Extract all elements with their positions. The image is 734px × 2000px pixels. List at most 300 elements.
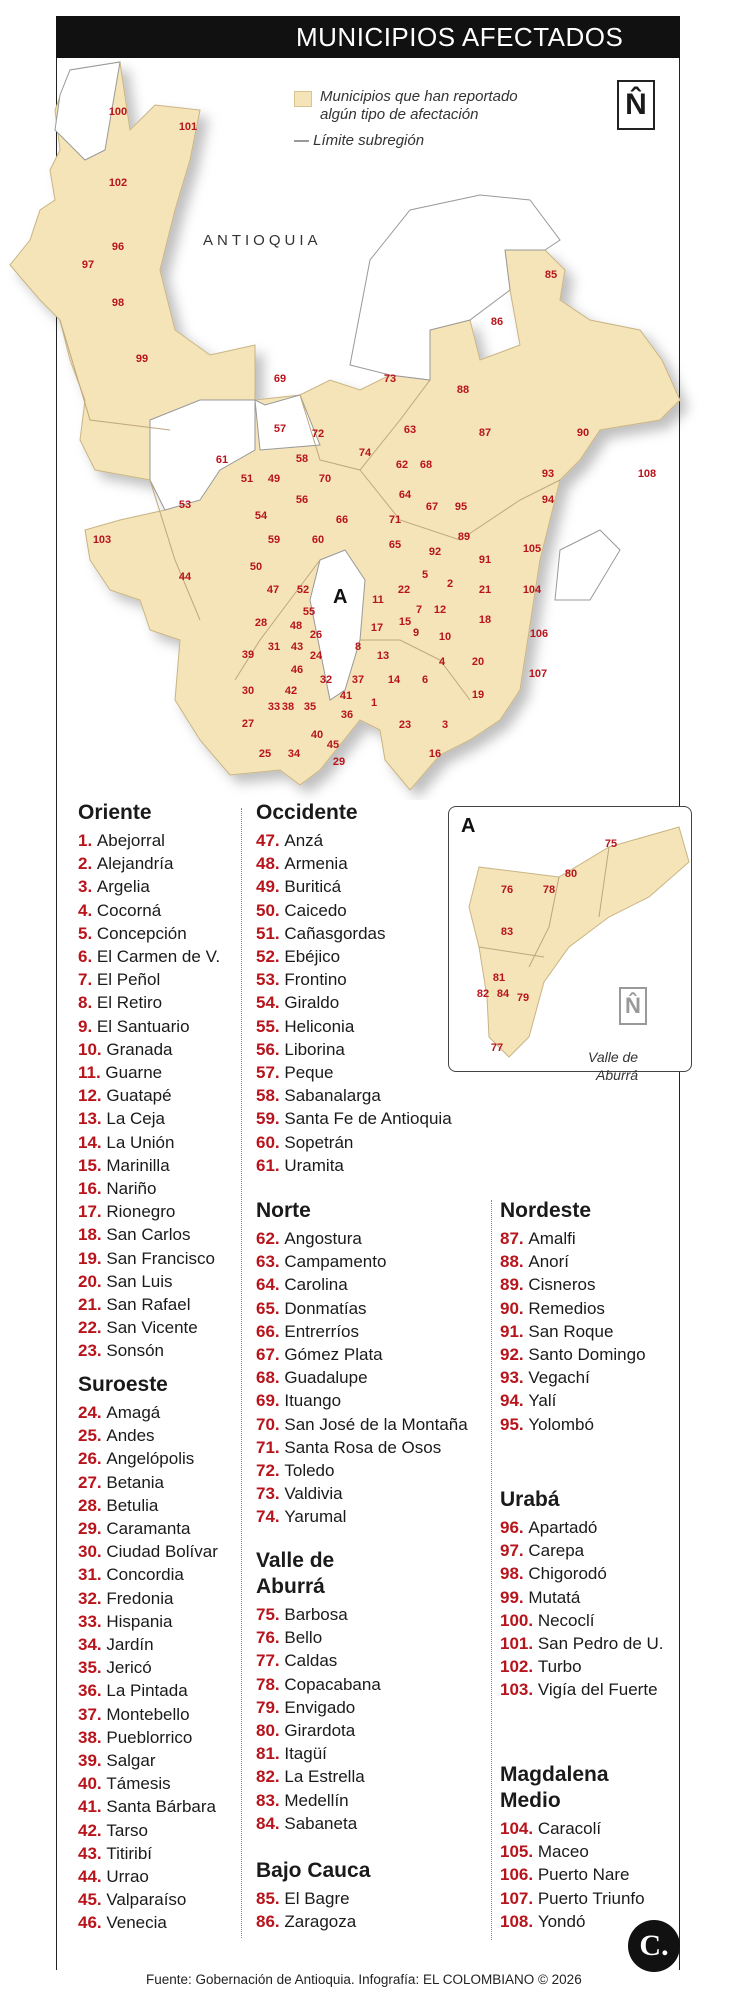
municipality-map-label: 63 (403, 424, 417, 436)
municipality-number: 104. (500, 1819, 538, 1838)
municipality-number: 25. (78, 1426, 107, 1446)
municipality-map-label: 81 (492, 972, 506, 984)
municipality-map-label: 102 (108, 177, 128, 189)
municipality-name: Buriticá (284, 877, 342, 897)
municipality-number: 98. (500, 1564, 529, 1584)
group-occidente (256, 800, 452, 1177)
municipality-number: 73. (256, 1484, 285, 1504)
municipality-name: Maceo (537, 1842, 589, 1862)
source-footer: Fuente: Gobernación de Antioquia. Infografía: EL COLOMBIANO © 2026 (146, 1972, 582, 1987)
municipality-name: San Pedro de U. (537, 1634, 664, 1654)
municipality-number: 24. (78, 1403, 107, 1422)
page-title: MUNICIPIOS AFECTADOS (56, 16, 680, 58)
el-colombiano-logo: C. (628, 1920, 680, 1972)
municipality-name: Sabanalarga (284, 1086, 381, 1106)
municipality-item (256, 1061, 452, 1084)
municipality-item (78, 1177, 220, 1200)
municipality-item (256, 1673, 381, 1696)
municipality-name: Caldas (284, 1651, 338, 1671)
municipality-item (78, 1610, 218, 1633)
municipality-name: Caramanta (106, 1519, 191, 1539)
municipality-item (78, 1061, 220, 1084)
municipality-item (78, 1656, 218, 1679)
municipality-number: 47. (256, 831, 285, 850)
municipality-item (500, 1366, 646, 1389)
municipality-map-label: 42 (284, 685, 298, 697)
municipality-item (78, 1888, 218, 1911)
municipality-map-label: 57 (273, 423, 287, 435)
municipality-number: 94. (500, 1391, 529, 1411)
municipality-name: El Bagre (284, 1889, 350, 1908)
municipality-number: 50. (256, 900, 285, 920)
municipality-map-label: 88 (456, 384, 470, 396)
municipality-item (78, 991, 220, 1014)
municipality-number: 78. (256, 1674, 285, 1694)
municipality-name: Caracolí (537, 1819, 602, 1838)
municipality-map-label: 100 (108, 106, 128, 118)
municipality-number: 72. (256, 1461, 285, 1481)
municipality-item (256, 1320, 468, 1343)
municipality-item (78, 829, 220, 852)
municipality-map-label: 29 (332, 756, 346, 768)
municipality-number: 83. (256, 1790, 285, 1810)
municipality-item (78, 1131, 220, 1154)
municipality-name: El Retiro (96, 993, 163, 1013)
municipality-item (256, 1389, 468, 1412)
municipality-item (78, 1107, 220, 1130)
municipality-name: Pueblorrico (106, 1727, 193, 1747)
municipality-map-label: 94 (541, 494, 555, 506)
municipality-name: Salgar (106, 1751, 156, 1771)
municipality-number: 11. (78, 1063, 106, 1083)
municipality-map-label: 10 (438, 631, 452, 643)
municipality-item (256, 1297, 468, 1320)
municipality-name: Jardín (106, 1635, 154, 1655)
municipality-number: 85. (256, 1889, 285, 1908)
municipality-map-label: 78 (542, 884, 556, 896)
municipality-map-label: 59 (267, 534, 281, 546)
municipality-name: Amalfi (528, 1229, 576, 1248)
municipality-name: Mutatá (528, 1587, 581, 1607)
municipality-number: 29. (78, 1519, 107, 1539)
municipality-number: 81. (256, 1744, 285, 1764)
municipality-map-label: 52 (296, 584, 310, 596)
group-nordeste (500, 1198, 646, 1436)
group-valle (256, 1548, 381, 1835)
municipality-name: Amagá (106, 1403, 161, 1422)
municipality-number: 60. (256, 1132, 285, 1152)
municipality-map-label: 20 (471, 656, 485, 668)
municipality-item (256, 1789, 381, 1812)
municipality-name: Armenia (284, 854, 348, 874)
municipality-map-label: 4 (438, 656, 446, 668)
municipality-name: Guarne (105, 1063, 163, 1083)
municipality-map-label: 80 (564, 868, 578, 880)
municipality-number: 1. (78, 831, 97, 850)
municipality-number: 39. (78, 1751, 107, 1771)
municipality-name: Jericó (106, 1658, 152, 1678)
municipality-name: El Carmen de V. (96, 947, 221, 967)
municipality-map-label: 22 (397, 584, 411, 596)
group-title: Urabá (500, 1488, 560, 1511)
municipality-name: Peque (284, 1063, 334, 1083)
municipality-map-label: 38 (281, 701, 295, 713)
municipality-number: 8. (78, 993, 97, 1013)
municipality-map-label: 77 (490, 1042, 504, 1054)
municipality-name: Puerto Triunfo (537, 1888, 645, 1908)
municipality-number: 42. (78, 1820, 107, 1840)
municipality-map-label: 82 (476, 988, 490, 1000)
municipality-item (256, 1250, 468, 1273)
municipality-name: La Pintada (106, 1681, 188, 1701)
municipality-name: Chigorodó (528, 1564, 607, 1584)
municipality-number: 34. (78, 1635, 107, 1655)
municipality-name: San Francisco (106, 1248, 216, 1268)
municipality-map-label: 23 (398, 719, 412, 731)
municipality-number: 3. (78, 877, 97, 897)
municipality-map-label: 28 (254, 617, 268, 629)
inset-caption: Valle de Aburrá (588, 1049, 639, 1083)
municipality-item (78, 852, 220, 875)
municipality-item (256, 1227, 468, 1250)
municipality-map-label: 35 (303, 701, 317, 713)
municipality-item (500, 1887, 645, 1910)
municipality-map-label: 9 (412, 627, 420, 639)
municipality-name: Girardota (284, 1721, 356, 1741)
north-arrow-icon: N̂ (617, 80, 655, 130)
municipality-number: 12. (78, 1086, 107, 1106)
municipality-item (500, 1297, 646, 1320)
municipality-name: Santa Fe de Antioquia (284, 1109, 452, 1129)
municipality-map-label: 73 (383, 373, 397, 385)
municipality-number: 103. (500, 1680, 538, 1700)
municipality-map-label: 51 (240, 473, 254, 485)
municipality-name: Giraldo (284, 993, 340, 1013)
municipality-name: San Roque (528, 1321, 614, 1341)
municipality-name: Caicedo (284, 900, 347, 920)
municipality-name: Yondó (537, 1911, 586, 1931)
municipality-item (500, 1632, 664, 1655)
municipality-item (500, 1273, 646, 1296)
municipality-item (78, 1795, 218, 1818)
municipality-name: Necoclí (537, 1610, 595, 1630)
municipality-number: 40. (78, 1774, 107, 1794)
municipality-number: 84. (256, 1813, 285, 1833)
municipality-map-label: 54 (254, 510, 268, 522)
municipality-map-label: 104 (522, 584, 542, 596)
municipality-number: 106. (500, 1865, 538, 1885)
municipality-map-label: 45 (326, 739, 340, 751)
municipality-map-label: 17 (370, 622, 384, 634)
municipality-number: 101. (500, 1634, 538, 1654)
municipality-item (78, 922, 220, 945)
municipality-map-label: 64 (398, 489, 412, 501)
municipality-item (256, 1084, 452, 1107)
municipality-number: 82. (256, 1767, 285, 1787)
municipality-item (256, 945, 452, 968)
municipality-number: 56. (256, 1039, 285, 1059)
municipality-name: Yolombó (528, 1414, 594, 1434)
municipality-map-label: 36 (340, 709, 354, 721)
municipality-item (256, 922, 452, 945)
municipality-map-label: 7 (415, 604, 423, 616)
municipality-map-label: 16 (428, 748, 442, 760)
municipality-map-label: 86 (490, 316, 504, 328)
municipality-number: 59. (256, 1109, 285, 1129)
municipality-number: 38. (78, 1727, 107, 1747)
municipality-number: 52. (256, 947, 285, 967)
municipality-map-label: 41 (339, 690, 353, 702)
municipality-number: 5. (78, 923, 97, 943)
municipality-name: Heliconia (284, 1016, 355, 1036)
municipality-number: 4. (78, 900, 97, 920)
municipality-item (256, 1273, 468, 1296)
municipality-map-label: 75 (604, 838, 618, 850)
municipality-map-label: 1 (370, 697, 378, 709)
municipality-name: Santa Bárbara (106, 1797, 216, 1817)
map-legend (294, 88, 550, 150)
municipality-name: Puerto Nare (537, 1865, 630, 1885)
municipality-number: 37. (78, 1704, 107, 1724)
municipality-number: 91. (500, 1321, 529, 1341)
municipality-map-label: 33 (267, 701, 281, 713)
municipality-number: 33. (78, 1611, 107, 1631)
municipality-name: Sonsón (106, 1341, 165, 1361)
column-divider-2 (491, 1200, 492, 1940)
municipality-map-label: 24 (309, 650, 323, 662)
municipality-number: 63. (256, 1252, 285, 1272)
municipality-map-label: 84 (496, 988, 510, 1000)
municipality-name: Cocorná (96, 900, 162, 920)
municipality-name: Betania (106, 1472, 165, 1492)
municipality-number: 105. (500, 1842, 538, 1862)
municipality-map-label: 26 (309, 629, 323, 641)
municipality-map-label: 87 (478, 427, 492, 439)
municipality-number: 9. (78, 1016, 97, 1036)
column-divider-1 (241, 808, 242, 1938)
municipality-map-label: 18 (478, 614, 492, 626)
municipality-map-label: 32 (319, 674, 333, 686)
municipality-number: 46. (78, 1913, 107, 1933)
municipality-item (500, 1516, 664, 1539)
municipality-item (500, 1863, 645, 1886)
municipality-number: 16. (78, 1179, 107, 1199)
municipality-name: Sabaneta (284, 1813, 358, 1833)
municipality-map-label: 76 (500, 884, 514, 896)
municipality-item (500, 1389, 646, 1412)
municipality-item (256, 1366, 468, 1389)
municipality-item (256, 1649, 381, 1672)
municipality-name: Medellín (284, 1790, 349, 1810)
municipality-map-label: 62 (395, 459, 409, 471)
municipality-item (256, 1413, 468, 1436)
municipality-name: Hispania (106, 1611, 173, 1631)
group-title: Oriente (78, 801, 152, 824)
municipality-map-label: 105 (522, 543, 542, 555)
municipality-number: 62. (256, 1229, 285, 1248)
municipality-name: Toledo (284, 1461, 335, 1481)
municipality-item (500, 1817, 645, 1840)
municipality-item (500, 1562, 664, 1585)
municipality-number: 41. (78, 1797, 107, 1817)
municipality-map-label: 108 (637, 468, 657, 480)
municipality-item (78, 1865, 218, 1888)
municipality-item (78, 1154, 220, 1177)
affected-swatch (294, 91, 312, 107)
inset-area (469, 827, 689, 1057)
municipality-name: Yalí (528, 1391, 557, 1411)
municipality-name: Titiribí (106, 1843, 153, 1863)
municipality-name: Marinilla (106, 1155, 170, 1175)
municipality-name: Guatapé (106, 1086, 172, 1106)
municipality-name: Tarso (106, 1820, 148, 1840)
municipality-name: Anorí (528, 1252, 569, 1272)
municipality-number: 32. (78, 1588, 107, 1608)
municipality-item (78, 1270, 220, 1293)
municipality-item (500, 1320, 646, 1343)
municipality-name: Anzá (284, 831, 324, 850)
municipality-name: Carolina (284, 1275, 348, 1295)
municipality-number: 13. (78, 1109, 107, 1129)
municipality-number: 44. (78, 1867, 107, 1887)
municipality-item (256, 1887, 370, 1910)
municipality-item (78, 1587, 218, 1610)
municipality-name: Bello (284, 1628, 323, 1648)
municipality-item (500, 1343, 646, 1366)
municipality-item (78, 1633, 218, 1656)
municipality-item (500, 1586, 664, 1609)
municipality-number: 65. (256, 1298, 285, 1318)
municipality-item (500, 1413, 646, 1436)
municipality-item (256, 875, 452, 898)
municipality-item (500, 1250, 646, 1273)
municipality-name: Támesis (106, 1774, 171, 1794)
municipality-number: 28. (78, 1495, 107, 1515)
municipality-map-label: 30 (241, 685, 255, 697)
municipality-number: 92. (500, 1345, 529, 1365)
municipality-name: Betulia (106, 1495, 159, 1515)
municipality-name: Gómez Plata (284, 1345, 383, 1365)
municipality-number: 43. (78, 1843, 107, 1863)
municipality-name: Valparaíso (106, 1890, 187, 1910)
municipality-number: 58. (256, 1086, 285, 1106)
municipality-map-label: 93 (541, 468, 555, 480)
municipality-item (78, 1200, 220, 1223)
municipality-item (78, 1679, 218, 1702)
municipality-map-label: 47 (266, 584, 280, 596)
municipality-number: 2. (78, 854, 97, 874)
municipality-name: Itagüí (284, 1744, 327, 1764)
municipality-item (78, 1911, 218, 1934)
municipality-name: El Peñol (96, 970, 161, 990)
municipality-item (256, 1154, 452, 1177)
municipality-number: 71. (256, 1437, 285, 1457)
municipality-name: San Vicente (106, 1318, 198, 1338)
municipality-item (500, 1840, 645, 1863)
municipality-item (78, 1223, 220, 1246)
municipality-name: La Estrella (284, 1767, 365, 1787)
municipality-map-label: 13 (376, 650, 390, 662)
municipality-item (256, 968, 452, 991)
municipality-item (256, 852, 452, 875)
municipality-item (78, 968, 220, 991)
municipality-number: 7. (78, 970, 97, 990)
municipality-map-label: 6 (421, 674, 429, 686)
municipality-number: 93. (500, 1368, 529, 1388)
inset-marker-a: A (333, 586, 348, 608)
municipality-name: Concordia (106, 1565, 184, 1585)
municipality-name: La Unión (106, 1132, 175, 1152)
municipality-item (78, 1517, 218, 1540)
municipality-item (78, 1471, 218, 1494)
municipality-name: Apartadó (528, 1518, 598, 1537)
municipality-number: 26. (78, 1449, 107, 1469)
municipality-name: Carepa (528, 1541, 585, 1561)
municipality-name: Granada (106, 1039, 173, 1059)
municipality-map-label: 68 (419, 459, 433, 471)
municipality-map-label: 70 (318, 473, 332, 485)
municipality-number: 22. (78, 1318, 107, 1338)
municipality-item (256, 1436, 468, 1459)
municipality-map-label: 60 (311, 534, 325, 546)
municipality-item (256, 1505, 468, 1528)
municipality-number: 100. (500, 1610, 538, 1630)
municipality-name: Vegachí (528, 1368, 590, 1388)
municipality-name: Zaragoza (284, 1912, 357, 1932)
municipality-number: 77. (256, 1651, 285, 1671)
municipality-name: San Carlos (106, 1225, 191, 1245)
municipality-map-label: 46 (290, 664, 304, 676)
municipality-map-label: 12 (433, 604, 447, 616)
municipality-map-label: 91 (478, 554, 492, 566)
municipality-name: Remedios (528, 1298, 605, 1318)
municipality-item (256, 1015, 452, 1038)
municipality-number: 79. (256, 1697, 285, 1717)
municipality-map-label: 19 (471, 689, 485, 701)
municipality-name: Copacabana (284, 1674, 381, 1694)
municipality-name: San José de la Montaña (284, 1414, 468, 1434)
municipality-number: 48. (256, 854, 285, 874)
municipality-name: Ituango (284, 1391, 342, 1411)
municipality-item (256, 1910, 370, 1933)
municipality-item (256, 1107, 452, 1130)
municipality-number: 80. (256, 1721, 285, 1741)
legend-boundary-text: — Límite subregión (294, 132, 425, 149)
municipality-item (78, 1038, 220, 1061)
municipality-item (78, 1749, 218, 1772)
municipality-number: 89. (500, 1275, 529, 1295)
municipality-map-label: 72 (311, 428, 325, 440)
municipality-map-label: 106 (529, 628, 549, 640)
group-oriente (78, 800, 220, 1363)
municipality-name: Cisneros (528, 1275, 596, 1295)
municipality-item (256, 1482, 468, 1505)
municipality-number: 88. (500, 1252, 529, 1272)
municipality-name: Santo Domingo (528, 1345, 646, 1365)
municipality-number: 95. (500, 1414, 529, 1434)
municipality-number: 23. (78, 1341, 107, 1361)
municipality-item (78, 1293, 220, 1316)
municipality-number: 35. (78, 1658, 107, 1678)
municipality-item (78, 1424, 218, 1447)
municipality-map-label: 49 (267, 473, 281, 485)
municipality-item (256, 1626, 381, 1649)
municipality-map-label: 69 (273, 373, 287, 385)
municipality-number: 27. (78, 1472, 107, 1492)
municipality-name: Liborina (284, 1039, 345, 1059)
municipality-name: Valdivia (284, 1484, 343, 1504)
municipality-map-label: 98 (111, 297, 125, 309)
